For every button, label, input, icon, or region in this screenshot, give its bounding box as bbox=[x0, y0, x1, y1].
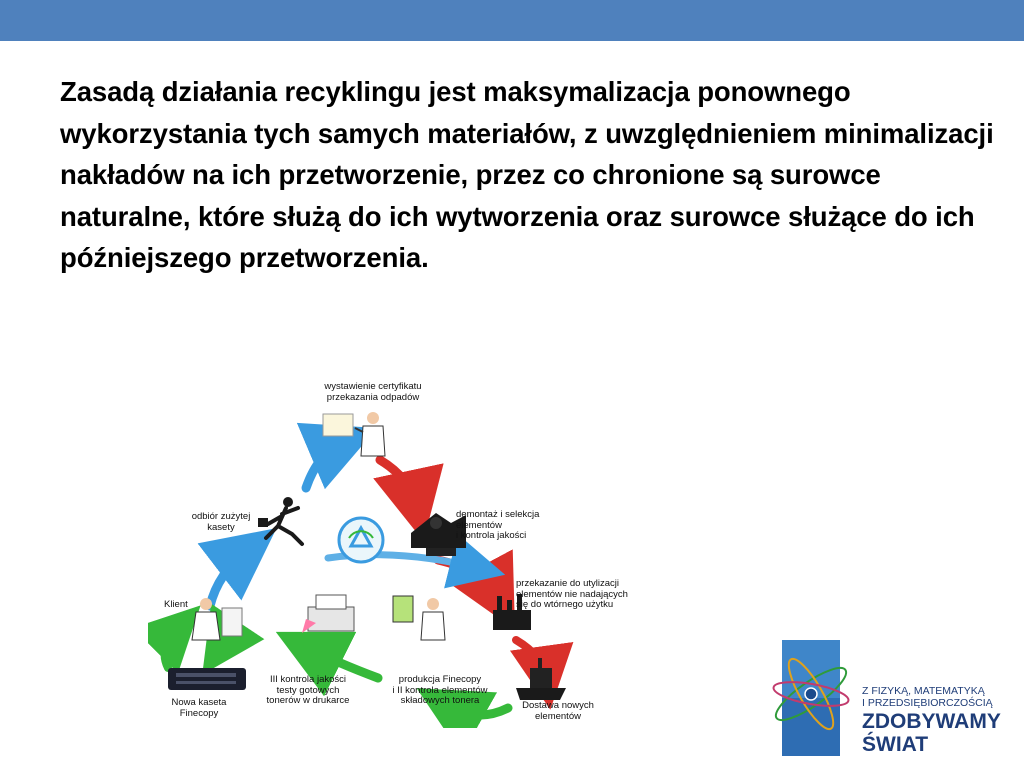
toner-cassette-icon bbox=[168, 668, 246, 690]
label-utilization: przekazanie do utylizacji elementów nie nadających się do wtórnego użytku bbox=[516, 578, 628, 610]
arrow-blue-1 bbox=[306, 442, 344, 488]
printer-icon bbox=[302, 595, 354, 633]
recycle-icon bbox=[339, 518, 383, 562]
label-dismantle: demontaż i selekcja elementów i kontrola jakości bbox=[456, 509, 540, 541]
label-third-check: III kontrola jakości testy gotowych tonerów w drukarce bbox=[266, 674, 350, 706]
title-bar bbox=[0, 0, 1024, 41]
label-new-cassette: Nowa kaseta Finecopy bbox=[171, 697, 227, 719]
arrow-green-1 bbox=[448, 706, 508, 715]
arrow-green-4 bbox=[165, 628, 178, 668]
label-production: produkcja Finecopy i II kontrola elementów składowych tonera bbox=[392, 674, 488, 706]
production-worker-icon bbox=[393, 596, 445, 640]
label-delivery: Dostawa nowych elementów bbox=[522, 700, 594, 722]
ship-icon bbox=[516, 658, 566, 700]
logo-line-4: ŚWIAT bbox=[862, 733, 929, 756]
label-client: Klient bbox=[164, 599, 188, 610]
arrow-green-3 bbox=[220, 639, 250, 648]
logo-line-3: ZDOBYWAMY bbox=[862, 710, 1001, 733]
recycling-cycle-diagram bbox=[148, 378, 658, 728]
project-logo bbox=[770, 622, 1024, 762]
arrow-red-1 bbox=[380, 460, 416, 506]
arrow-blue-2 bbox=[210, 550, 248, 606]
body-paragraph: Zasadą działania recyklingu jest maksymalizacja ponownego wykorzystania tych samych materiałów, z uwzględnieniem minimalizacji nakładów na ich przetworzenie, przez co chronione są surowce naturalne, które służą do ich wytworzenia oraz surowce służące do ich późniejszego przetworzenia. bbox=[60, 76, 994, 273]
logo-line-2: I PRZEDSIĘBIORCZOŚCIĄ bbox=[862, 697, 993, 709]
label-pickup: odbiór zużytej kasety bbox=[191, 511, 251, 533]
logo-line-1: Z FIZYKĄ, MATEMATYKĄ bbox=[862, 685, 985, 697]
label-certificate: wystawienie certyfikatu przekazania odpadów bbox=[324, 381, 422, 403]
